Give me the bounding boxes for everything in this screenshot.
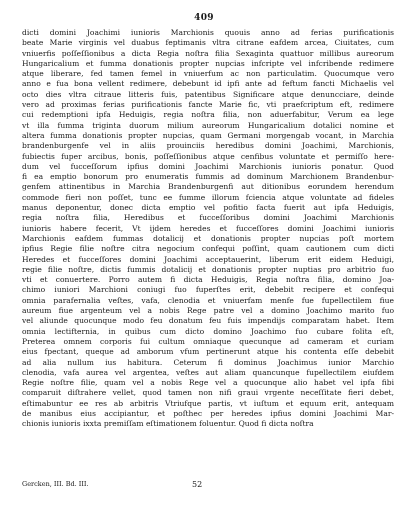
text-line: eius fpectant, queque ad amborum vfum pertinerunt atque his contenta eſſe debebit [22, 347, 394, 357]
text-line: fubiectis fuper arcibus, bonis, poſſeſſionibus atque cenfibus voluntate et permiſſo here- [22, 151, 394, 161]
text-line: Marchionis eafdem fummas dotalicij et donationis propter nupcias poſt mortem [22, 233, 394, 243]
text-line: comparuit diſtrahere vellet, quod tamen non nifi graui vrgente neceſſitate fieri debet, [22, 388, 394, 398]
printer-signature: Gercken, III. Bd. III. [22, 480, 89, 488]
text-line: manus deponentur, donec dicta emptio vel pofitio facta fuerit aut ipfa Heduigis, [22, 203, 394, 213]
text-line: fi ea emptio bonorum pro enumeratis fummis ad dominum Marchionem Brandenbur- [22, 172, 394, 182]
text-line: iunioris habere fecerit, Vt ijdem heredes et fucceſſores domini Joachimi iunioris [22, 223, 394, 233]
text-line: dicti domini Joachimi iunioris Marchionis quouis anno ad ferias purificationis [22, 28, 394, 37]
text-line: genfem attinentibus in Marchia Brandenburgenfi aut ditionibus eorundem herendum [22, 182, 394, 192]
page-number: 409 [194, 13, 214, 23]
text-line: aureum fiue argenteum vel a nobis Rege patre vel a domino Joachimo marito fuo [22, 306, 394, 316]
text-line: altera fumma donationis propter nupcias, quam Germani morgengab vocant, in Marchia [22, 130, 394, 140]
text-line: vt illa fumma triginta duorum milium aureorum Hungaricalium dotalici nomine et [22, 120, 394, 130]
text-line: regie filie noſtre, dictis fummis dotalicij et donationis propter nuptias pro arbitrio fuo [22, 264, 394, 274]
text-line: octo dies vltra citraue litteris fuis, patentibus Significare atque denuncciare, deinde [22, 89, 394, 99]
text-line: cui redemptioni ipfa Heduigis, regia noſtra filia, non aduerfabitur, Verum ea lege [22, 110, 394, 120]
sheet-number: 52 [192, 480, 203, 489]
text-line: vel aliunde quocunque modo feu donatum feu fuis impendijs comparatam habet. Item [22, 316, 394, 326]
text-line: vniuerfis poſſeſſionibus a dicta Regia noſtra filia Sexaginta quattuor millibus aureorum [22, 48, 394, 58]
text-line: Preterea omnem corporis fui cultum omniaque quecunque ad cameram et curiam [22, 336, 394, 346]
page-footer [22, 480, 394, 492]
text-line: brandenburgenfe vel in aliis prouinciis heredibus domini Joachimi, Marchionis, [22, 141, 394, 151]
text-line: Regie noſtre filie, quam vel a nobis Rege vel a quocunque alio habet vel ipfa fibi [22, 378, 394, 388]
text-line: vero ad proximas ferias purificationis fancte Marie fic, vti praefcriptum eft, redimere [22, 100, 394, 110]
text-line: ad alia nullum ius habitura. Ceterum fi dominus Joachimus iunior Marchio [22, 357, 394, 367]
text-line: omnia lectifternia, in quibus cum dicto domino Joachimo fuo cubare folita eſt, [22, 326, 394, 336]
text-line: commode fieri non poſſet, tunc ee fumme illorum fciencia atque voluntate ad fideles [22, 192, 394, 202]
text-line: beate Marie virginis vel duabus feptimanis vltra citrane eafdem arcea, Ciuitates, cum [22, 38, 394, 48]
text-line: ipfius Regie filie noſtre citra negocium confequi poſſint, quam cautionem cum dicti [22, 244, 394, 254]
text-line: anno e fua bona vellent redimere, debebunt id ipfi ante ad feftum fancti Michaelis vel [22, 79, 394, 89]
text-line: de manibus eius accipiantur, et poſthec per heredes ipfius domini Joachimi Mar- [22, 408, 394, 418]
text-line: Hungaricalium et fumma donationis propter nupcias infcripte vel infcribende redimere [22, 58, 394, 68]
text-line: atque liberare, fed tamen femel in vniuerfum ac non particulatim. Quocumque vero [22, 69, 394, 79]
text-line: vti et conuertere. Porro autem fi dicta Heduigis, Regia noſtra filia, domino Joa- [22, 275, 394, 285]
text-line: Heredes et fucceſſores domini Joachimi acceptauerint, liberum erit eidem Heduigi, [22, 254, 394, 264]
text-line: eſtimabuntur ee res ab arbitris Vtriufque partis, vt iuſtum et equum erit, antequam [22, 398, 394, 408]
text-line: chimo iuniori Marchioni coniugi fuo fuperſtes erit, debebit recipere et confequi [22, 285, 394, 295]
text-line: chionis iunioris ixxta premiſſam eſtimationem foluentur. Quod fi dicta noſtra [22, 419, 314, 429]
text-line: dum vel fucceſſorum ipfius domini Joachimi Marchionis iunioris ponatur. Quod [22, 161, 394, 171]
text-line: omnia parafernalia veſtes, vafa, clenodia et vniuerfam menfe fue fupellectilem fiue [22, 295, 394, 305]
text-line: clenodia, vafa aurea vel argentea, veſtes aut aliam quancunque fupellectilem eiufdem [22, 367, 394, 377]
body-text [22, 28, 394, 430]
text-line: regia noſtra filia, Heredibus et fucceſſoribus domini Joachimi Marchionis [22, 213, 394, 223]
